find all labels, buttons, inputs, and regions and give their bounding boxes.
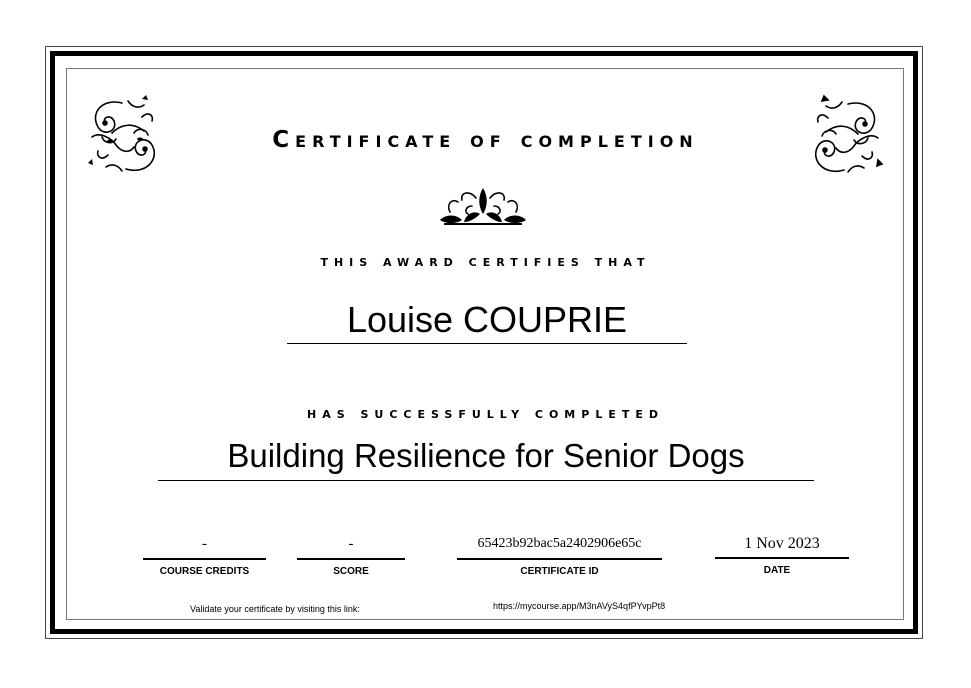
validation-link[interactable]: https://mycourse.app/M3nAVyS4qfPYvpPt8	[493, 601, 666, 611]
certificate-subtitle: THIS AWARD CERTIFIES THAT	[320, 256, 651, 269]
score-label: SCORE	[333, 566, 369, 577]
score-rule	[297, 558, 405, 560]
crown-flourish-icon	[436, 184, 530, 228]
certificate-title: Certificate of completion	[272, 127, 699, 153]
course-name-rule	[158, 480, 814, 481]
course-credits-rule	[143, 558, 266, 560]
recipient-name: Louise COUPRIE	[346, 299, 628, 340]
validate-text: Validate your certificate by visiting this link:	[190, 604, 360, 614]
completed-text: HAS SUCCESSFULLY COMPLETED	[307, 408, 664, 421]
certificate-id-value: 65423b92bac5a2402906e65c	[477, 536, 642, 551]
recipient-name-rule	[287, 343, 687, 344]
course-credits-label: COURSE CREDITS	[159, 566, 250, 577]
certificate-id-label: CERTIFICATE ID	[520, 566, 599, 577]
date-value: 1 Nov 2023	[744, 535, 820, 552]
certificate-id-rule	[457, 558, 662, 560]
course-name: Building Resilience for Senior Dogs	[227, 437, 745, 474]
date-rule	[715, 557, 849, 559]
course-credits-value: -	[202, 536, 207, 552]
date-label: DATE	[763, 565, 791, 576]
score-value: -	[348, 536, 354, 552]
